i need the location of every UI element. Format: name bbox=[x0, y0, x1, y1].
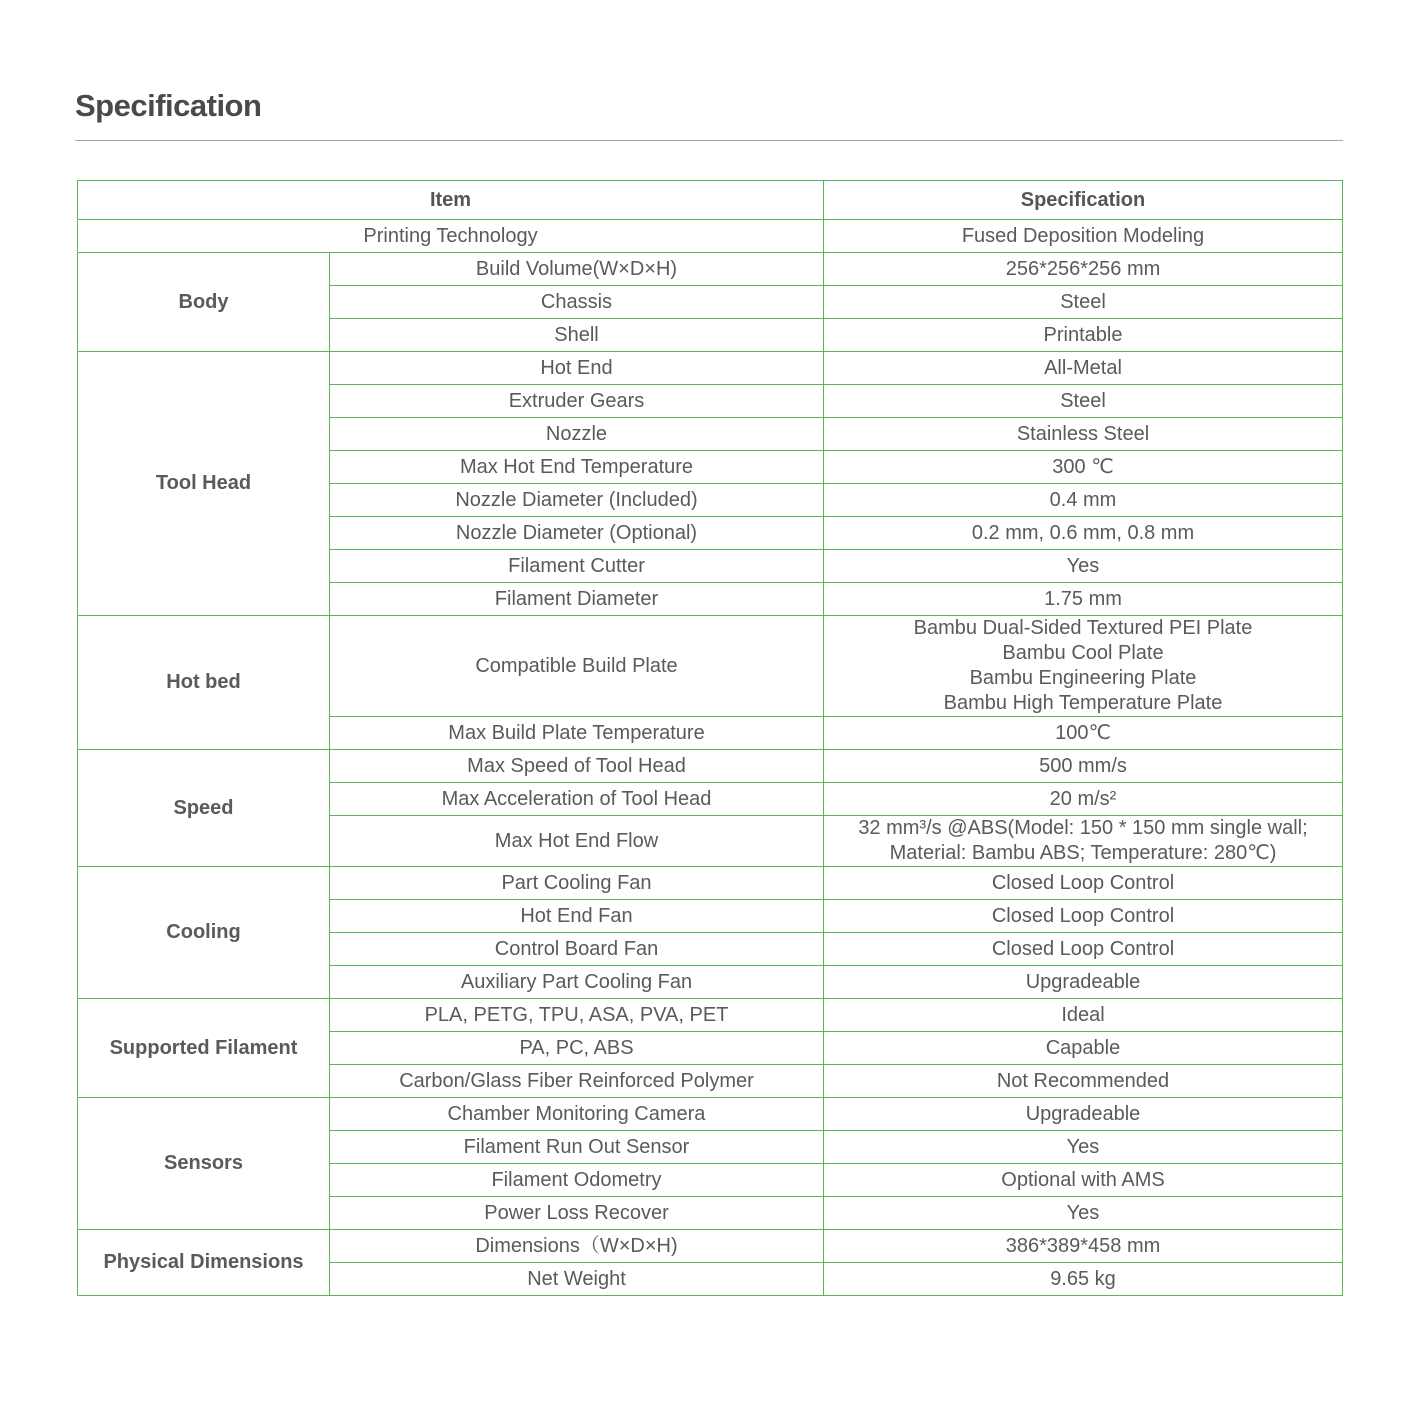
item-cell: Shell bbox=[330, 319, 824, 352]
item-cell: Hot End bbox=[330, 352, 824, 385]
spec-cell: 500 mm/s bbox=[824, 750, 1343, 783]
item-cell: Chamber Monitoring Camera bbox=[330, 1098, 824, 1131]
item-cell: Nozzle Diameter (Included) bbox=[330, 484, 824, 517]
spec-cell: Closed Loop Control bbox=[824, 933, 1343, 966]
item-cell: Auxiliary Part Cooling Fan bbox=[330, 966, 824, 999]
spec-cell: Closed Loop Control bbox=[824, 867, 1343, 900]
spec-cell: Printable bbox=[824, 319, 1343, 352]
table-row bbox=[78, 253, 1343, 286]
group-label-sensors: Sensors bbox=[78, 1098, 330, 1230]
spec-cell: 386*389*458 mm bbox=[824, 1230, 1343, 1263]
item-cell: Filament Diameter bbox=[330, 583, 824, 616]
printing-technology-value: Fused Deposition Modeling bbox=[824, 220, 1343, 253]
item-cell: Filament Run Out Sensor bbox=[330, 1131, 824, 1164]
item-cell: Compatible Build Plate bbox=[330, 616, 824, 717]
spec-cell: Upgradeable bbox=[824, 966, 1343, 999]
item-cell: Power Loss Recover bbox=[330, 1197, 824, 1230]
specification-table bbox=[77, 180, 1343, 1296]
table-row bbox=[78, 750, 1343, 783]
item-cell: Filament Cutter bbox=[330, 550, 824, 583]
group-label-supported-filament: Supported Filament bbox=[78, 999, 330, 1098]
group-label-hot-bed: Hot bed bbox=[78, 616, 330, 750]
item-cell: Max Build Plate Temperature bbox=[330, 717, 824, 750]
spec-cell: Yes bbox=[824, 1131, 1343, 1164]
table-row bbox=[78, 220, 1343, 253]
table-row bbox=[78, 1230, 1343, 1263]
table-row bbox=[78, 352, 1343, 385]
spec-cell: Ideal bbox=[824, 999, 1343, 1032]
item-cell: Max Acceleration of Tool Head bbox=[330, 783, 824, 816]
spec-line: Bambu Cool Plate bbox=[1002, 642, 1164, 664]
group-label-speed: Speed bbox=[78, 750, 330, 867]
table-row bbox=[78, 999, 1343, 1032]
item-cell: Dimensions（W×D×H) bbox=[330, 1230, 824, 1263]
group-label-tool-head: Tool Head bbox=[78, 352, 330, 616]
item-cell: Carbon/Glass Fiber Reinforced Polymer bbox=[330, 1065, 824, 1098]
item-cell: Net Weight bbox=[330, 1263, 824, 1296]
spec-line: Bambu High Temperature Plate bbox=[943, 692, 1223, 714]
spec-cell: 256*256*256 mm bbox=[824, 253, 1343, 286]
spec-line: Bambu Dual-Sided Textured PEI Plate bbox=[913, 617, 1253, 639]
table-row bbox=[78, 616, 1343, 717]
header-item: Item bbox=[78, 181, 824, 220]
spec-cell: Steel bbox=[824, 385, 1343, 418]
spec-line: Material: Bambu ABS; Temperature: 280℃) bbox=[889, 842, 1277, 864]
title-divider bbox=[75, 140, 1343, 141]
spec-cell: 100℃ bbox=[824, 717, 1343, 750]
spec-cell: Upgradeable bbox=[824, 1098, 1343, 1131]
group-label-physical-dimensions: Physical Dimensions bbox=[78, 1230, 330, 1296]
item-cell: Part Cooling Fan bbox=[330, 867, 824, 900]
spec-cell-multiline bbox=[824, 816, 1343, 867]
item-cell: Extruder Gears bbox=[330, 385, 824, 418]
item-cell: Max Hot End Flow bbox=[330, 816, 824, 867]
spec-cell: Steel bbox=[824, 286, 1343, 319]
spec-cell-multiline bbox=[824, 616, 1343, 717]
item-cell: Max Hot End Temperature bbox=[330, 451, 824, 484]
item-cell: Chassis bbox=[330, 286, 824, 319]
spec-cell: Closed Loop Control bbox=[824, 900, 1343, 933]
item-cell: Nozzle bbox=[330, 418, 824, 451]
spec-cell: Stainless Steel bbox=[824, 418, 1343, 451]
spec-cell: 9.65 kg bbox=[824, 1263, 1343, 1296]
item-cell: Hot End Fan bbox=[330, 900, 824, 933]
spec-cell: 0.2 mm, 0.6 mm, 0.8 mm bbox=[824, 517, 1343, 550]
item-cell: Control Board Fan bbox=[330, 933, 824, 966]
table-row bbox=[78, 1098, 1343, 1131]
item-cell: PA, PC, ABS bbox=[330, 1032, 824, 1065]
printing-technology-label: Printing Technology bbox=[78, 220, 824, 253]
spec-cell: 1.75 mm bbox=[824, 583, 1343, 616]
item-cell: Filament Odometry bbox=[330, 1164, 824, 1197]
page-title: Specification bbox=[75, 88, 262, 123]
group-label-cooling: Cooling bbox=[78, 867, 330, 999]
spec-cell: Yes bbox=[824, 1197, 1343, 1230]
group-label-body: Body bbox=[78, 253, 330, 352]
spec-cell: Yes bbox=[824, 550, 1343, 583]
table-header-row bbox=[78, 181, 1343, 220]
spec-cell: Optional with AMS bbox=[824, 1164, 1343, 1197]
spec-cell: 0.4 mm bbox=[824, 484, 1343, 517]
spec-line: Bambu Engineering Plate bbox=[969, 667, 1197, 689]
spec-cell: All-Metal bbox=[824, 352, 1343, 385]
table-row bbox=[78, 867, 1343, 900]
spec-cell: Capable bbox=[824, 1032, 1343, 1065]
item-cell: PLA, PETG, TPU, ASA, PVA, PET bbox=[330, 999, 824, 1032]
spec-cell: 300 ℃ bbox=[824, 451, 1343, 484]
item-cell: Nozzle Diameter (Optional) bbox=[330, 517, 824, 550]
item-cell: Build Volume(W×D×H) bbox=[330, 253, 824, 286]
spec-cell: 20 m/s² bbox=[824, 783, 1343, 816]
item-cell: Max Speed of Tool Head bbox=[330, 750, 824, 783]
header-specification: Specification bbox=[824, 181, 1343, 220]
spec-cell: Not Recommended bbox=[824, 1065, 1343, 1098]
spec-line: 32 mm³/s @ABS(Model: 150 * 150 mm single wall; bbox=[858, 817, 1308, 839]
